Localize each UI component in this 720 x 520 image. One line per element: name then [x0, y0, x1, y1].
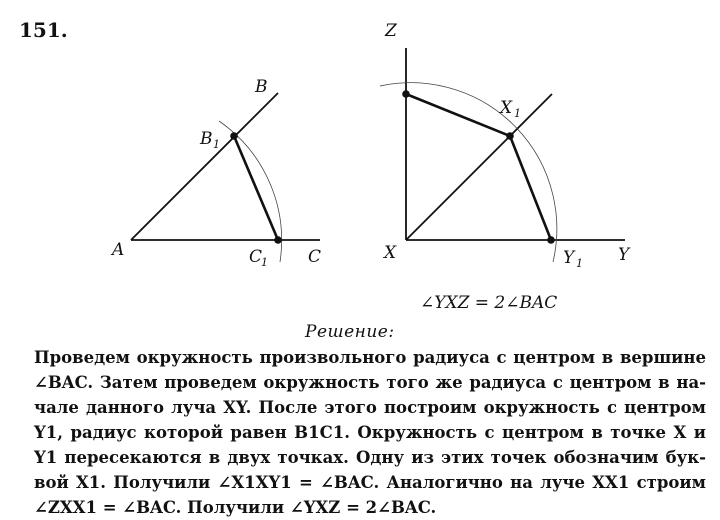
label-b1: B — [200, 129, 213, 149]
solution-line: ∠BAC. Затем проведем окружность того же радиуса с центром в на- — [34, 373, 706, 392]
label-y1: Y — [563, 248, 575, 268]
problem-number: 151. — [19, 18, 68, 42]
point-c1 — [274, 236, 282, 244]
segment-x1y1 — [510, 136, 551, 240]
solution-line: Y1 пересекаются в двух точках. Одну из этих точек обозначим бук- — [34, 448, 706, 467]
point-z1 — [402, 90, 410, 98]
label-y1-sub: 1 — [576, 257, 583, 270]
solution-line: ∠ZXX1 = ∠BAC. Получили ∠YXZ = 2∠BAC. — [34, 498, 437, 517]
label-b1-sub: 1 — [213, 138, 220, 151]
label-c: C — [308, 247, 322, 267]
figure-angle-yxz — [360, 0, 720, 300]
label-b: B — [255, 77, 268, 97]
point-x1 — [506, 132, 514, 140]
solution-line: Y1, радиус которой равен B1C1. Окружность с центром в точке X и — [34, 423, 706, 442]
label-y: Y — [618, 245, 630, 265]
label-c1: C — [249, 247, 263, 267]
label-x1-sub: 1 — [514, 107, 521, 120]
label-a: A — [112, 240, 125, 260]
angle-relation: ∠YXZ = 2∠BAC — [420, 293, 558, 313]
segment-zx1 — [406, 94, 510, 136]
point-b1 — [230, 132, 238, 140]
solution-heading: Решение: — [305, 322, 395, 342]
solution-line: чале данного луча XY. После этого построим окружность с центром — [34, 398, 706, 417]
label-z: Z — [385, 21, 397, 41]
ray-ab — [131, 93, 278, 240]
label-x1: X — [500, 98, 513, 118]
solution-line: вой X1. Получили ∠X1XY1 = ∠BAC. Аналогично на луче XX1 строим — [34, 473, 706, 492]
segment-b1c1 — [234, 136, 278, 240]
label-x: X — [384, 243, 397, 263]
figure-angle-bac — [0, 0, 360, 300]
solution-line: Проведем окружность произвольного радиуса с центром в вершине — [34, 348, 706, 367]
label-c1-sub: 1 — [261, 256, 268, 269]
point-y1 — [547, 236, 555, 244]
ray-xx1 — [406, 94, 552, 240]
